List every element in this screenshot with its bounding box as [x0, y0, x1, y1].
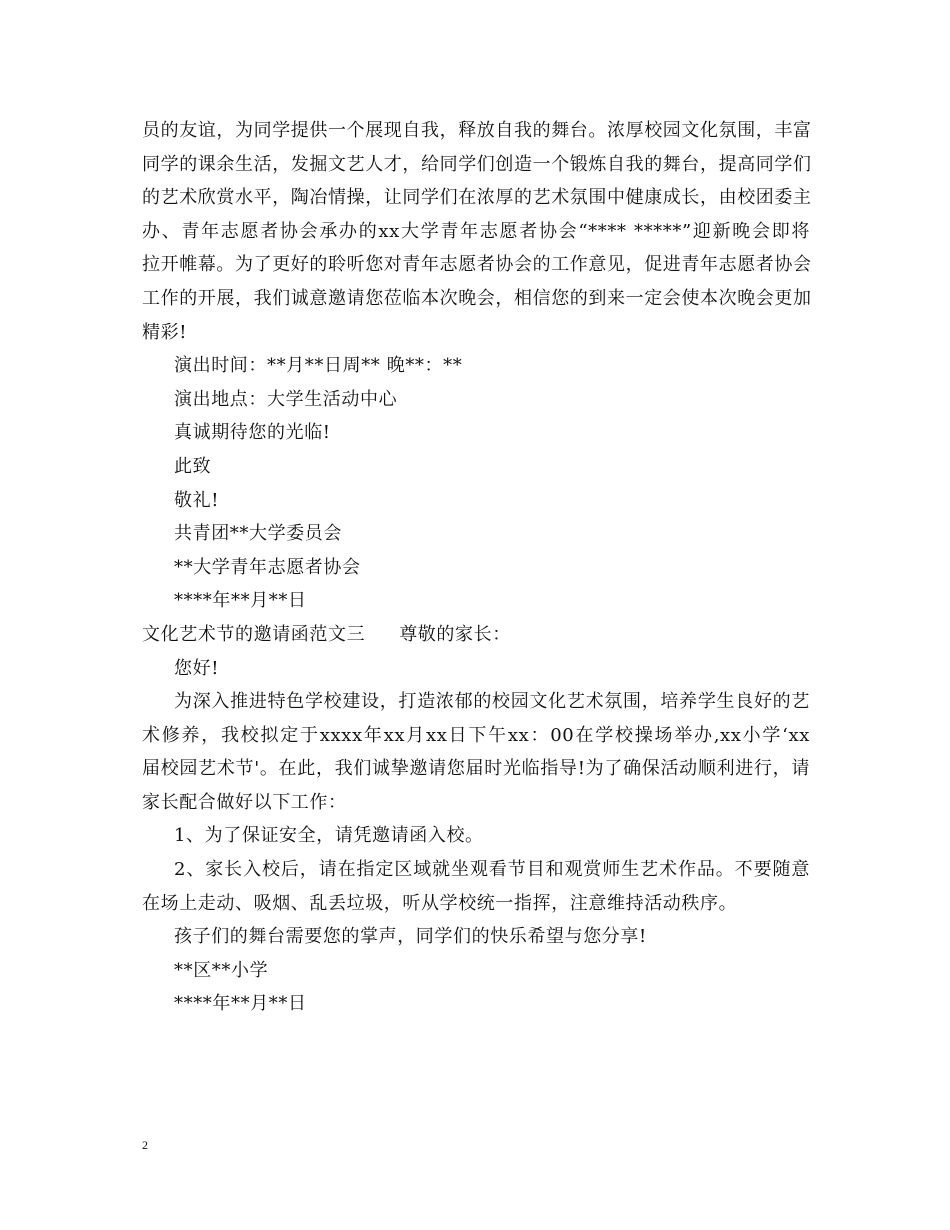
- section-title: 文化艺术节的邀请函范文三: [142, 623, 366, 645]
- greeting-line: 您好!: [174, 657, 220, 679]
- paragraph-line: 员的友谊，为同学提供一个展现自我，释放自我的舞台。浓厚校园文化氛围，丰富: [142, 120, 812, 141]
- closing-line: 真诚期待您的光临!: [174, 422, 331, 444]
- paragraph-line: 精彩!: [142, 321, 188, 343]
- date-line: ****年**月**日: [174, 993, 307, 1015]
- date-line: ****年**月**日: [174, 590, 307, 612]
- signature-line: **区**小学: [174, 959, 269, 981]
- paragraph-line: 家长配合做好以下工作：: [142, 791, 347, 813]
- section-heading-line: [142, 618, 810, 652]
- performance-location: 演出地点：大学生活动中心: [174, 388, 398, 410]
- signature-line: **大学青年志愿者协会: [174, 556, 361, 578]
- document-body: [142, 114, 810, 1021]
- closing-line: 孩子们的舞台需要您的掌声，同学们的快乐希望与您分享!: [174, 926, 647, 948]
- instruction-continuation: 在场上走动、吸烟、乱丢垃圾，听从学校统一指挥，注意维持活动秩序。: [142, 892, 738, 914]
- page-number: 2: [142, 1138, 148, 1152]
- paragraph-line: 的艺术欣赏水平，陶冶情操，让同学们在浓厚的艺术氛围中健康成长，由校团委主: [142, 187, 812, 209]
- paragraph-line: 拉开帷幕。为了更好的聆听您对青年志愿者协会的工作意见，促进青年志愿者协会: [142, 254, 812, 276]
- salutation-line: 敬礼!: [174, 489, 220, 511]
- paragraph-line: 为深入推进特色学校建设，打造浓郁的校园文化艺术氛围，培养学生良好的艺: [174, 691, 810, 713]
- paragraph-line: 同学的课余生活，发掘文艺人才，给同学们创造一个锻炼自我的舞台，提高同学们: [142, 153, 812, 175]
- instruction-item: 1、为了保证安全，请凭邀请函入校。: [174, 825, 484, 847]
- paragraph-line: 工作的开展，我们诚意邀请您莅临本次晚会，相信您的到来一定会使本次晚会更加: [142, 287, 812, 309]
- instruction-item: 2、家长入校后，请在指定区域就坐观看节目和观赏师生艺术作品。不要随意: [174, 859, 810, 881]
- paragraph-line: 办、青年志愿者协会承办的xx大学青年志愿者协会“**** *****”迎新晚会即将: [142, 220, 810, 242]
- salutation-line: 此致: [174, 455, 212, 477]
- signature-line: 共青团**大学委员会: [174, 523, 342, 545]
- parent-greeting: 尊敬的家长：: [399, 623, 511, 645]
- paragraph-line: 届校园艺术节'。在此，我们诚挚邀请您届时光临指导!为了确保活动顺利进行，请: [142, 758, 810, 780]
- performance-time: 演出时间：**月**日周** 晚**：**: [174, 355, 463, 377]
- paragraph-line: 术修养，我校拟定于xxxx年xx月xx日下午xx：00在学校操场举办,xx小学‘xx: [142, 724, 810, 746]
